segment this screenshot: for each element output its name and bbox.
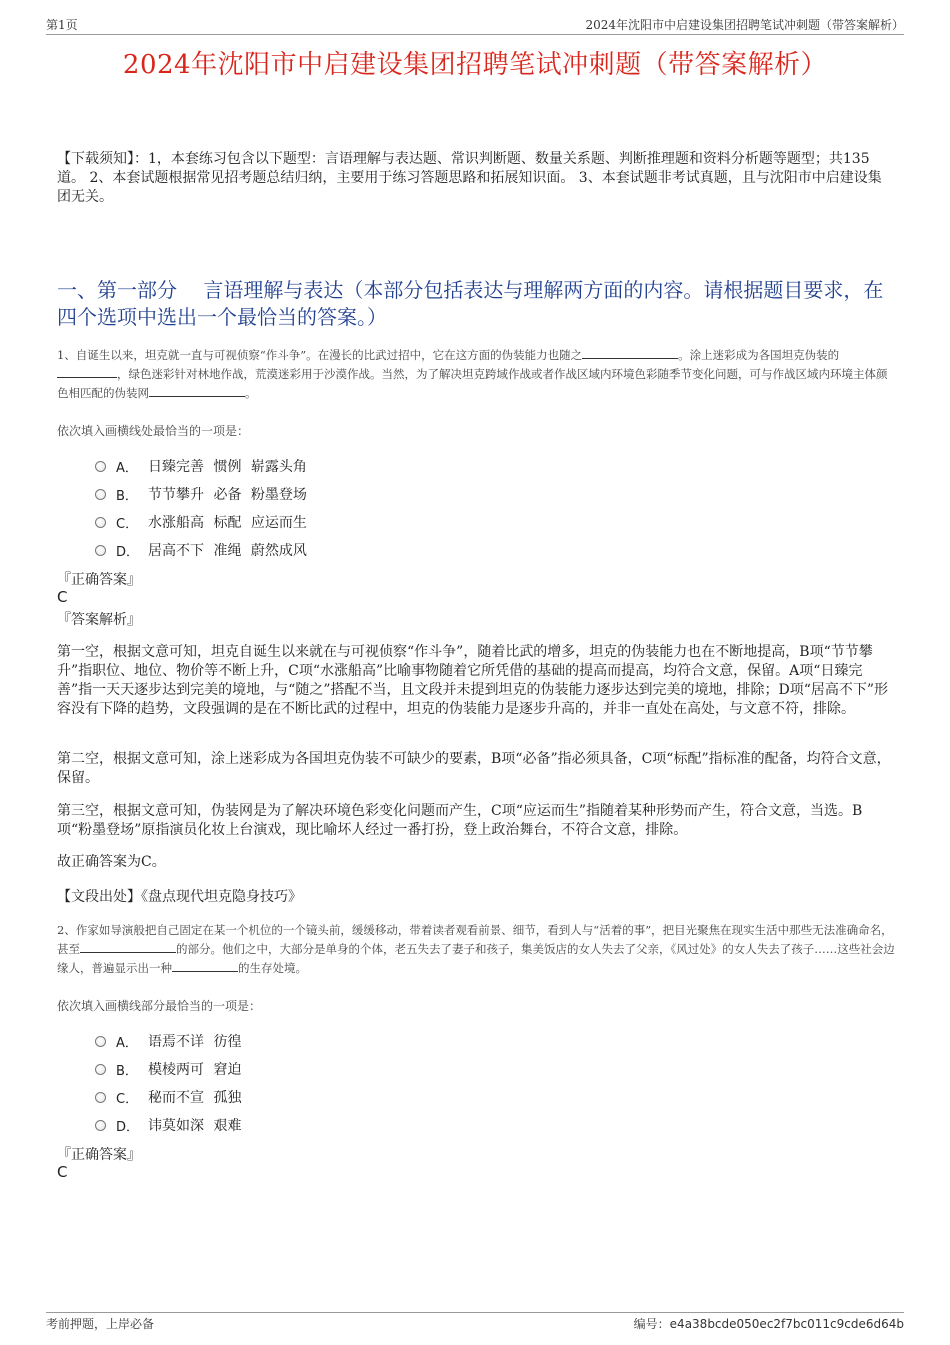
- correct-answer-label: 『正确答案』: [57, 1147, 141, 1163]
- blank-1: [80, 940, 176, 953]
- page-number: 第1页: [46, 18, 78, 32]
- blank-2: [57, 365, 117, 378]
- question-2-stem: 依次填入画横线部分最恰当的一项是：: [57, 999, 262, 1013]
- analysis-paragraph-2: 第二空，根据文意可知，涂上迷彩成为各国坦克伪装不可缺少的要素，B项“必备”指必须具备，C项“标配”指标准的配备，均符合文意，保留。: [57, 751, 891, 786]
- option-d[interactable]: D． 居高不下 准绳 蔚然成风: [95, 536, 307, 564]
- question-2-options: [95, 1027, 241, 1139]
- correct-answer: C: [57, 588, 68, 606]
- analysis-conclusion: 故正确答案为C。: [57, 854, 166, 870]
- radio-icon[interactable]: [95, 1064, 106, 1075]
- radio-icon[interactable]: [95, 1092, 106, 1103]
- radio-icon[interactable]: [95, 461, 106, 472]
- question-1-stem: 依次填入画横线处最恰当的一项是：: [57, 424, 250, 438]
- blank-2: [172, 959, 238, 972]
- correct-answer: C: [57, 1163, 68, 1181]
- option-c[interactable]: C． 水涨船高 标配 应运而生: [95, 508, 307, 536]
- radio-icon[interactable]: [95, 1036, 106, 1047]
- document-title: 2024年沈阳市中启建设集团招聘笔试冲刺题（带答案解析）: [122, 50, 828, 80]
- radio-icon[interactable]: [95, 489, 106, 500]
- page-footer: [46, 1312, 904, 1333]
- section-title: 一、第一部分 言语理解与表达（本部分包括表达与理解两方面的内容。请根据题目要求，在四个选项中选出一个最恰当的答案。）: [57, 278, 884, 329]
- header-doc-title: 2024年沈阳市中启建设集团招聘笔试冲刺题（带答案解析）: [585, 18, 904, 32]
- option-b[interactable]: B． 节节攀升 必备 粉墨登场: [95, 480, 307, 508]
- analysis-label: 『答案解析』: [57, 612, 141, 628]
- question-1-text: 1、自诞生以来，坦克就一直与可视侦察“作斗争”。在漫长的比武过招中，它在这方面的伪装能力也随之 。涂上迷彩成为各国坦克伪装的，绿色迷彩针对林地作战，荒漠迷彩用于沙漠作战。当然，为了解决坦克跨域作战或者作战区域内环境色彩随季节变化问题，可与作战区域内环境主体颜色相匹配的伪装网 。: [57, 348, 888, 400]
- blank-1: [582, 346, 678, 359]
- question-1-options: [95, 452, 307, 564]
- option-d[interactable]: D． 讳莫如深 艰难: [95, 1111, 241, 1139]
- question-2-text: 2、作家如导演般把自己固定在某一个机位的一个镜头前，缓缓移动，带着读者观看前景、细节，看到人与“活着的事”，把目光聚焦在现实生活中那些无法准确命名，甚至 的部分。他们之中，大部分是单身的个体，老五失去了妻子和孩子，集美饭店的女人失去了父亲，《风过处》的女人失去了孩子……这些社会边缘人，普遍显示出一种 的生存处境。: [57, 923, 895, 975]
- correct-answer-label: 『正确答案』: [57, 572, 141, 588]
- blank-3: [149, 384, 245, 397]
- document-code: 编号：e4a38bcde050ec2f7bc011c9cde6d64b: [633, 1317, 904, 1331]
- page-header: [46, 14, 904, 35]
- option-c[interactable]: C． 秘而不宣 孤独: [95, 1083, 241, 1111]
- option-a[interactable]: A． 语焉不详 彷徨: [95, 1027, 241, 1055]
- radio-icon[interactable]: [95, 1120, 106, 1131]
- download-notice: 【下载须知】：1，本套练习包含以下题型：言语理解与表达题、常识判断题、数量关系题、判断推理题和资料分析题等题型；共135道。 2、本套试题根据常见招考题总结归纳，主要用于练习答题思路和拓展知识面。 3、本套试题非考试真题，且与沈阳市中启建设集团无关。: [57, 151, 882, 205]
- option-a[interactable]: A． 日臻完善 惯例 崭露头角: [95, 452, 307, 480]
- radio-icon[interactable]: [95, 545, 106, 556]
- option-b[interactable]: B． 模棱两可 窘迫: [95, 1055, 241, 1083]
- footer-slogan: 考前押题，上岸必备: [46, 1317, 155, 1331]
- radio-icon[interactable]: [95, 517, 106, 528]
- analysis-paragraph-1: 第一空，根据文意可知，坦克自诞生以来就在与可视侦察“作斗争”，随着比武的增多，坦克的伪装能力也在不断地提高，B项“节节攀升”指职位、地位、物价等不断上升，C项“水涨船高”比喻事物随着它所凭借的基础的提高而提高，均符合文意，保留。A项“日臻完善”指一天天逐步达到完美的境地，与“随之”搭配不当，且文段并未提到坦克的伪装能力逐步达到完美的境地，排除；D项“居高不下”形容没有下降的趋势，文段强调的是在不断比武的过程中，坦克的伪装能力是逐步升高的，并非一直处在高处，与文意不符，排除。: [57, 644, 889, 717]
- source-citation: 【文段出处】《盘点现代坦克隐身技巧》: [57, 889, 302, 905]
- analysis-paragraph-3: 第三空，根据文意可知，伪装网是为了解决环境色彩变化问题而产生，C项“应运而生”指随着某种形势而产生，符合文意，当选。B项“粉墨登场”原指演员化妆上台演戏，现比喻坏人经过一番打扮，登上政治舞台，不符合文意，排除。: [57, 803, 863, 838]
